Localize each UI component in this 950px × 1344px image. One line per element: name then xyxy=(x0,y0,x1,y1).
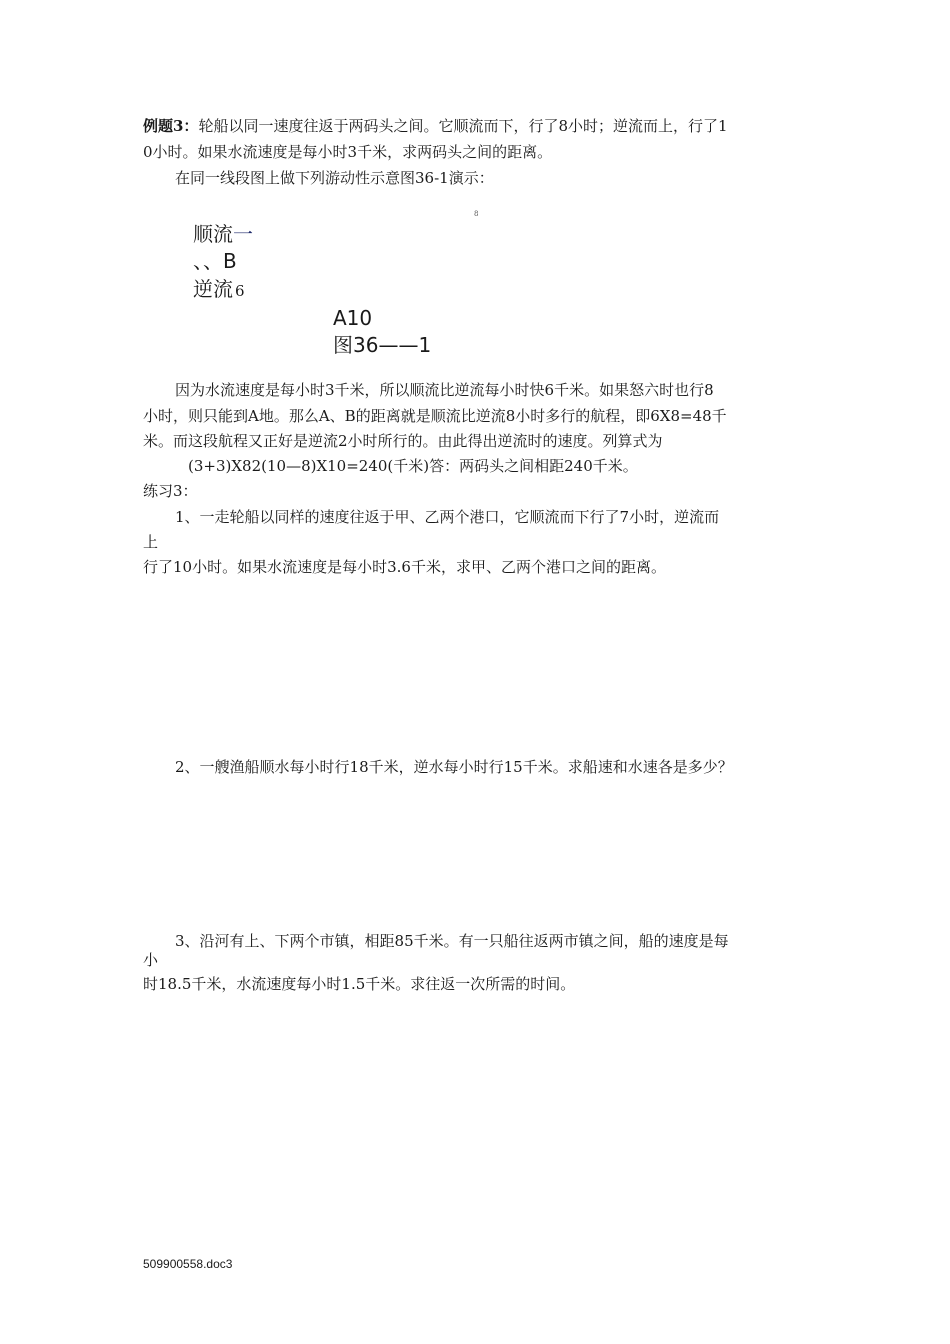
practice-q1-line-2: 上 xyxy=(143,533,159,551)
practice-q1-line-3: 行了10小时。如果水流速度是每小时3.6千米，求甲、乙两个港口之间的距离。 xyxy=(143,558,666,576)
example-text-1: 轮船以同一速度往返于两码头之间。它顺流而下，行了8小时；逆流而上，行了1 xyxy=(198,117,728,135)
practice-q3-line-3: 时18.5千米，水流速度每小时1.5千米。求往返一次所需的时间。 xyxy=(143,975,576,993)
upstream-num: 6 xyxy=(235,282,245,300)
upstream-label: 逆流 xyxy=(193,277,233,301)
footer-filename: 509900558.doc3 xyxy=(143,1257,233,1271)
downstream-dash: 一 xyxy=(233,222,253,246)
practice-q2: 2、一艘渔船顺水每小时行18千米，逆水每小时行15千米。求船速和水速各是多少？ xyxy=(175,758,733,776)
solution-line-3: 米。而这段航程又正好是逆流2小时所行的。由此得出逆流时的速度。列算式为 xyxy=(143,432,663,450)
downstream-label: 顺流 xyxy=(193,222,233,246)
diagram-downstream xyxy=(193,222,253,246)
diagram-upstream xyxy=(193,277,245,303)
solution-line-1: 因为水流速度是每小时3千米，所以顺流比逆流每小时快6千米。如果怒六时也行8 xyxy=(175,381,714,399)
diagram-mark: 8 xyxy=(474,210,479,218)
solution-line-4: (3+3)X82(10—8)X10=240(千米)答：两码头之间相距240千米。 xyxy=(188,457,638,475)
example-label: 例题3： xyxy=(143,117,199,135)
diagram-a-label: A10 xyxy=(333,306,373,330)
example-intro: 在同一线段图上做下列游动性示意图36-1演示： xyxy=(175,169,494,187)
example-line-2: 0小时。如果水流速度是每小时3千米，求两码头之间的距离。 xyxy=(143,143,553,161)
solution-line-2: 小时，则只能到A地。那么A、B的距离就是顺流比逆流8小时多行的航程，即6X8=48千 xyxy=(143,407,727,425)
practice-q1-line-1: 1、一走轮船以同样的速度往返于甲、乙两个港口，它顺流而下行了7小时，逆流而 xyxy=(175,508,720,526)
diagram-caption: 图36——1 xyxy=(333,333,432,357)
practice-q3-line-1: 3、沿河有上、下两个市镇，相距85千米。有一只船往返两市镇之间，船的速度是每 xyxy=(175,932,729,950)
practice-q3-line-2: 小 xyxy=(143,951,159,969)
example-line-1 xyxy=(143,116,728,136)
practice-title: 练习3： xyxy=(143,482,198,500)
diagram-middle: 、、B xyxy=(193,249,237,273)
